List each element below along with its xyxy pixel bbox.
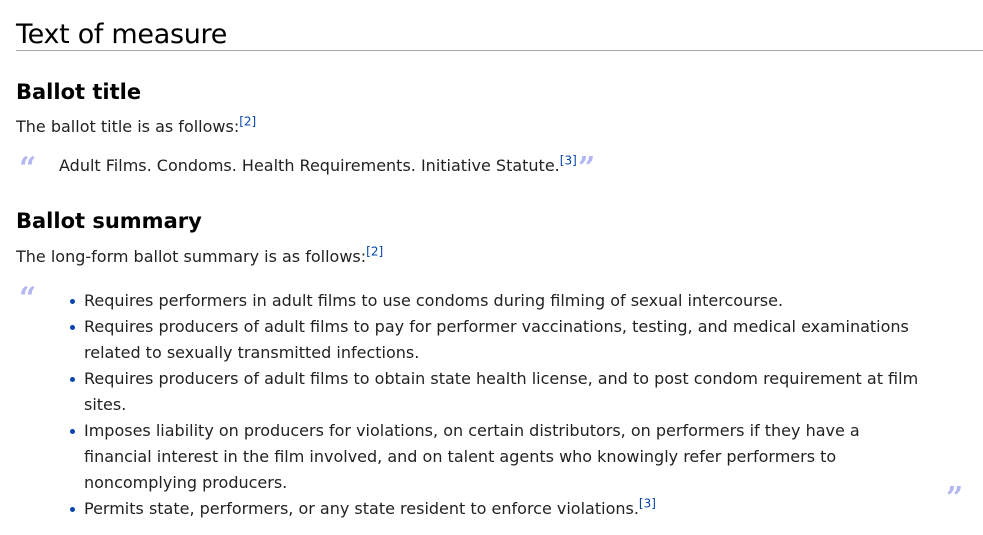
ballot-summary-intro (16, 246, 383, 268)
open-quote-icon: “ (19, 281, 34, 316)
ballot-title-quote (59, 155, 577, 177)
bullet-icon (70, 429, 75, 434)
list-item-text: Requires performers in adult films to use condoms during filming of sexual intercourse. (84, 291, 784, 310)
bullet-icon (70, 377, 75, 382)
ballot-title-intro-text: The ballot title is as follows: (16, 117, 240, 136)
ballot-title-quote-text: Adult Films. Condoms. Health Requirements. Initiative Statute. (59, 156, 560, 175)
citation-link[interactable]: [2] (366, 244, 384, 259)
close-quote-icon: ” (946, 481, 961, 516)
citation-link[interactable]: [3] (559, 153, 577, 168)
bullet-icon (70, 299, 75, 304)
list-item (66, 418, 926, 496)
list-item (66, 366, 926, 418)
ballot-summary-intro-text: The long-form ballot summary is as follows: (16, 247, 367, 266)
list-item-text: Requires producers of adult films to obtain state health license, and to post condom requirement at film sites. (84, 369, 919, 414)
ballot-title-intro (16, 116, 256, 138)
open-quote-icon: “ (19, 151, 34, 186)
list-item (66, 314, 926, 366)
list-item (66, 496, 926, 522)
list-item-text: Imposes liability on producers for violations, on certain distributors, on performers if they have a financial interest in the film involved, and on talent agents who knowingly refer performers to noncomplying producers. (84, 421, 860, 492)
ballot-summary-list (66, 288, 926, 522)
section-heading-text-of-measure: Text of measure (16, 19, 228, 50)
subheading-ballot-summary: Ballot summary (16, 209, 202, 233)
citation-link[interactable]: [3] (638, 496, 656, 511)
bullet-icon (70, 325, 75, 330)
citation-link[interactable]: [2] (239, 114, 257, 129)
close-quote-icon: ” (578, 151, 593, 186)
section-divider (16, 50, 983, 51)
list-item-text: Permits state, performers, or any state resident to enforce violations. (84, 499, 639, 518)
list-item (66, 288, 926, 314)
bullet-icon (70, 507, 75, 512)
subheading-ballot-title: Ballot title (16, 80, 142, 104)
list-item-text: Requires producers of adult films to pay for performer vaccinations, testing, and medical examinations related to sexually transmitted infections. (84, 317, 909, 362)
